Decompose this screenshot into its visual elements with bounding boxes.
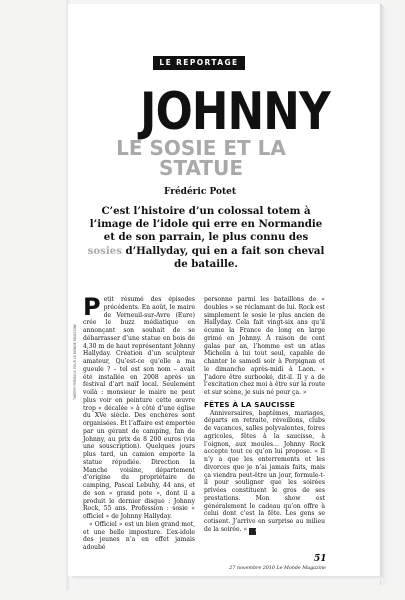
lede-highlight: sosies bbox=[87, 244, 122, 257]
body-paragraph bbox=[204, 410, 325, 535]
underlying-page-edge bbox=[380, 10, 387, 585]
body-paragraph: « Officiel » est un bien grand mot, et une belle imposture. L’ex-idole des jeunes n’a en effet jamais adoubé bbox=[83, 520, 195, 551]
article-title: JOHNNY bbox=[140, 82, 330, 142]
body-column-right bbox=[204, 296, 325, 535]
paragraph-text: Anniversaires, baptêmes, mariages, départs en retraite, réveillons, clubs de vacances, salles polyvalentes, foires agricoles, fêtes à la saucisse, à l’oignon, aux moules… Johnny Rock accepte tout ce qu’on lui propose. « Il n’y a que les enterrements et les divorces que je n’ai jamais faits, mais ça viendra peut-être un jour, formule-t-il pour souligner que les soirées privées constituent le gros de ses prestations. Mon show est généralement le cadeau qu’on offre à celui dont c’est la fête. Les gens se cotisent. J’arrive en surprise au milieu de la soirée. » bbox=[204, 409, 325, 533]
photo-credit: THIERRY FRÉMAUX POUR LE MONDE MAGAZINE bbox=[73, 324, 77, 400]
body-column-left bbox=[83, 293, 195, 552]
author-byline: Frédéric Potet bbox=[163, 187, 237, 197]
page-footer: 27 novembre 2010 Le Monde Magazine bbox=[229, 566, 326, 571]
lede-text-end: d’Hallyday, qui en a fait son cheval de bataille. bbox=[121, 244, 325, 270]
paragraph-text: etit résumé des épisodes précédents. En août, le maire de Verneuil-sur-Avre (Eure) crée le buzz médiatique en annonçant son souhait de se débarrasser d’une statue en bois de 4,30 m de haut représentant Johnny Hallyday. Création d’un sculpteur amateur, Qu’est-ce qu’elle a ma gueule ? – tel est son nom – avait été installée en 2008 après un festival d’art naïf local. Seulement voilà : monsieur le maire ne peut plus voir en peinture cette œuvre trop « décalée » à côté d’une église du XVe siècle. Des enchères sont organisées. Et l’affaire est emportée par un gérant de camping, fan de Johnny, au prix de 8 200 euros (via une souscription). Quelques jours plus tard, un camion emporte la statue répudiée. Direction la Manche voisine, département d’origine du propriétaire de camping, Pascal Lebuhy, 44 ans, et de son « grand pote », dont il a produit le dernier disque : Johnny Rock, 55 ans. Profession : sosie « officiel » de Johnny Hallyday. bbox=[83, 296, 195, 520]
article-lede bbox=[86, 205, 326, 271]
lede-text-start: C’est l’histoire d’un colossal totem à l’image de l’idole qui erre en Normandie et de son parrain, le plus connu des bbox=[89, 205, 323, 244]
drop-cap: P bbox=[83, 293, 101, 321]
article-subtitle: LE SOSIE ET LA STATUE bbox=[116, 136, 286, 180]
body-paragraph: personne parmi les bataillons de « doubles » se réclamant de lui. Rock est simplement le sosie le plus ancien de Hallyday. Cela fait vingt-six ans qu’il écume la France de long en large grimé en Johnny. À raison de cent galas par an, l’homme est un atlas Michelin à lui tout seul, capable de chanter le samedi soir à Perpignan et le dimanche après-midi à Laon. « J’adore être surbooké, dit-il. Il y a de l’excitation chez moi à être sur la route et sur scène, je suis né pour ça. » bbox=[204, 296, 325, 396]
body-paragraph bbox=[83, 293, 195, 521]
section-kicker: LE REPORTAGE bbox=[153, 56, 245, 70]
section-subhead: FÊTES À LA SAUCISSE bbox=[204, 399, 296, 409]
page-number: 51 bbox=[314, 554, 327, 564]
end-of-article-icon: ⊙ bbox=[249, 528, 256, 535]
